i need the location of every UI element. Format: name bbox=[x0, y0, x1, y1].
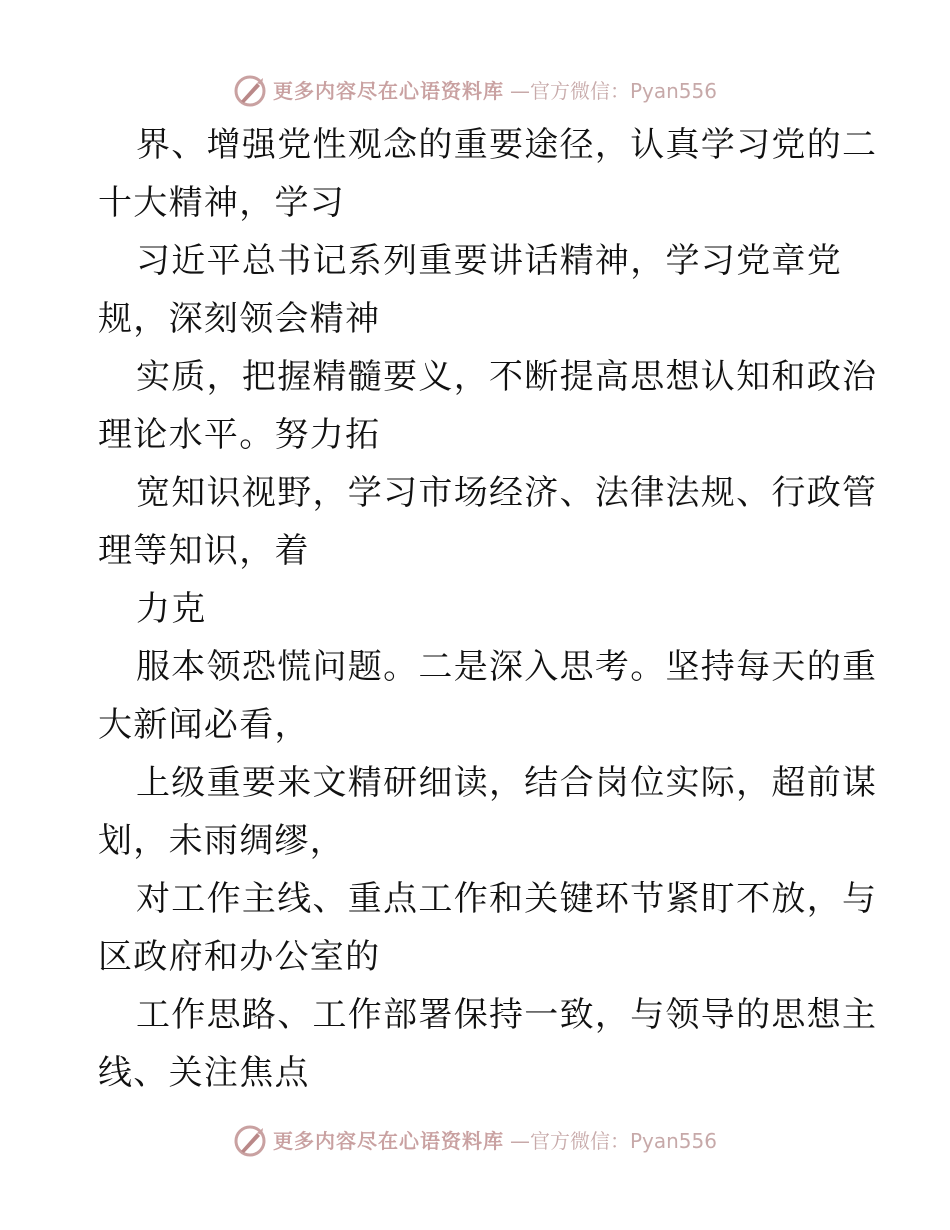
body-text-line: 线、关注焦点 bbox=[98, 1053, 310, 1093]
body-text-line: 服本领恐慌问题。二是深入思考。坚持每天的重 bbox=[136, 647, 878, 687]
body-text-line: 上级重要来文精研细读，结合岗位实际，超前谋 bbox=[136, 763, 878, 803]
watermark-main-text: 更多内容尽在心语资料库 bbox=[272, 1129, 504, 1153]
quill-pen-logo-icon bbox=[233, 1124, 267, 1158]
body-text-line: 规，深刻领会精神 bbox=[98, 299, 381, 339]
body-text-line: 对工作主线、重点工作和关键环节紧盯不放，与 bbox=[136, 879, 878, 919]
body-text-line: 理等知识，着 bbox=[98, 531, 310, 571]
watermark-main-text: 更多内容尽在心语资料库 bbox=[272, 79, 504, 103]
footer-watermark bbox=[0, 1124, 950, 1158]
body-text-line: 划，未雨绸缪， bbox=[98, 821, 346, 861]
body-text-line: 习近平总书记系列重要讲话精神，学习党章党 bbox=[136, 241, 842, 281]
watermark-contact-text: —官方微信：Pyan556 bbox=[509, 1129, 717, 1153]
header-watermark bbox=[0, 74, 950, 108]
body-text-line: 界、增强党性观念的重要途径，认真学习党的二 bbox=[136, 125, 878, 165]
document-body bbox=[98, 116, 878, 1102]
body-text-line: 工作思路、工作部署保持一致，与领导的思想主 bbox=[136, 995, 878, 1035]
body-text-line: 理论水平。努力拓 bbox=[98, 415, 381, 455]
body-text-line: 区政府和办公室的 bbox=[98, 937, 381, 977]
body-text-line: 力克 bbox=[136, 589, 207, 629]
quill-pen-logo-icon bbox=[233, 74, 267, 108]
body-text-line: 十大精神，学习 bbox=[98, 183, 346, 223]
body-text-line: 大新闻必看， bbox=[98, 705, 310, 745]
watermark-contact-text: —官方微信：Pyan556 bbox=[509, 79, 717, 103]
body-text-line: 实质，把握精髓要义，不断提高思想认知和政治 bbox=[136, 357, 878, 397]
body-text-line: 宽知识视野，学习市场经济、法律法规、行政管 bbox=[136, 473, 878, 513]
